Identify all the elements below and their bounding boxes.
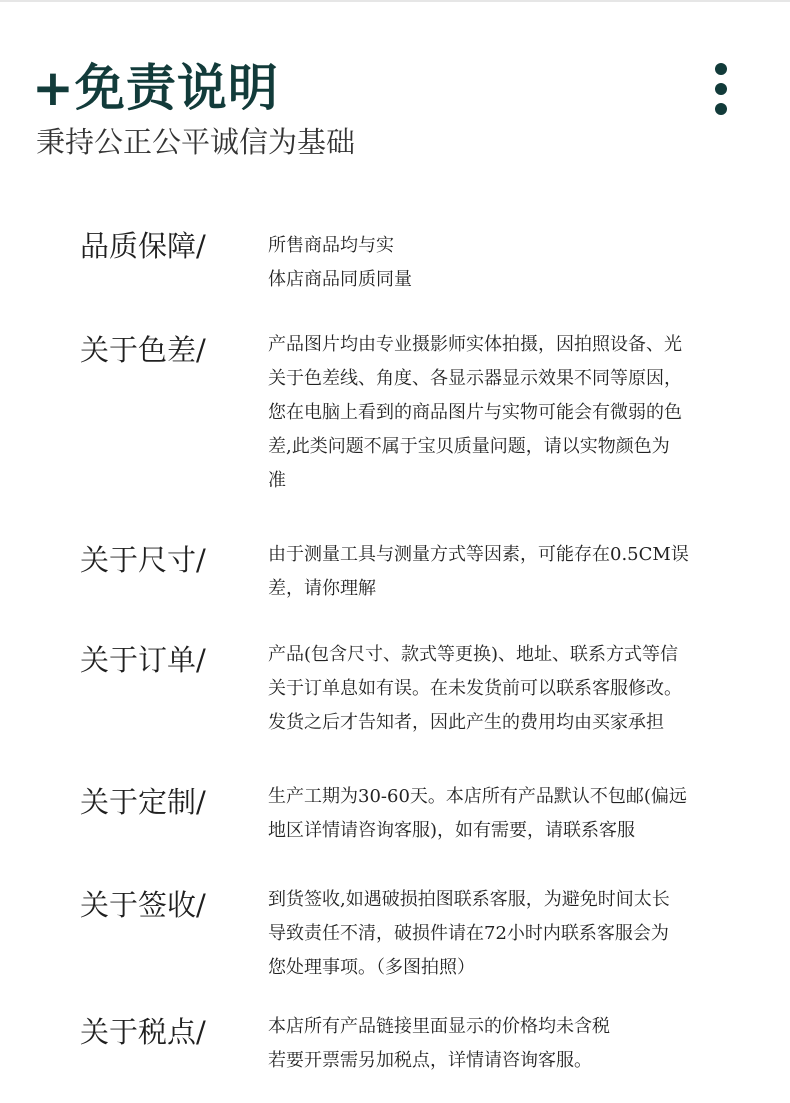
- description-line: 到货签收,如遇破损拍图联系客服，为避免时间太长: [268, 889, 670, 910]
- description-line: 差,此类问题不属于宝贝质量问题，请以实物颜色为: [268, 436, 670, 457]
- section-description: [268, 328, 718, 498]
- page-subtitle: 秉持公正公平诚信为基础: [36, 125, 356, 159]
- top-border: [0, 0, 790, 2]
- section-label: 关于订单/: [80, 643, 206, 677]
- section-label: 关于尺寸/: [80, 543, 206, 577]
- page-title: +免责说明: [32, 59, 279, 117]
- section-label: 品质保障/: [80, 229, 206, 263]
- description-line: 地区详情请咨询客服)，如有需要，请联系客服: [268, 820, 636, 841]
- description-line: 导致责任不清，破损件请在72小时内联系客服会为: [268, 923, 669, 944]
- vertical-dots-icon[interactable]: [711, 63, 731, 115]
- description-line: 关于订单息如有误。在未发货前可以联系客服修改。: [268, 678, 682, 699]
- section-description: [268, 229, 718, 297]
- dot: [715, 83, 727, 95]
- description-line: 本店所有产品链接里面显示的价格均未含税: [268, 1016, 610, 1037]
- description-line: 生产工期为30-60天。本店所有产品默认不包邮(偏远: [268, 786, 687, 807]
- description-line: 所售商品均与实: [268, 235, 394, 256]
- description-line: 发货之后才告知者，因此产生的费用均由买家承担: [268, 712, 664, 733]
- dot: [715, 103, 727, 115]
- dot: [715, 63, 727, 75]
- section-description: [268, 538, 718, 606]
- section-label: 关于签收/: [80, 888, 206, 922]
- section-label: 关于定制/: [80, 785, 206, 819]
- section-label: 关于税点/: [80, 1015, 206, 1049]
- description-line: 关于色差线、角度、各显示器显示效果不同等原因，: [268, 368, 682, 389]
- description-line: 差，请你理解: [268, 578, 376, 599]
- description-line: 产品(包含尺寸、款式等更换)、地址、联系方式等信: [268, 644, 679, 665]
- section-description: [268, 638, 718, 740]
- section-label: 关于色差/: [80, 333, 206, 367]
- description-line: 产品图片均由专业摄影师实体拍摄，因拍照设备、光: [268, 334, 682, 355]
- description-line: 体店商品同质同量: [268, 269, 412, 290]
- section-description: [268, 1010, 718, 1078]
- description-line: 准: [268, 470, 286, 491]
- description-line: 您在电脑上看到的商品图片与实物可能会有微弱的色: [268, 402, 682, 423]
- section-description: [268, 883, 718, 985]
- description-line: 若要开票需另加税点，详情请咨询客服。: [268, 1050, 592, 1071]
- description-line: 由于测量工具与测量方式等因素，可能存在0.5CM误: [268, 544, 689, 565]
- description-line: 您处理事项。（多图拍照）: [268, 957, 475, 978]
- section-description: [268, 780, 718, 848]
